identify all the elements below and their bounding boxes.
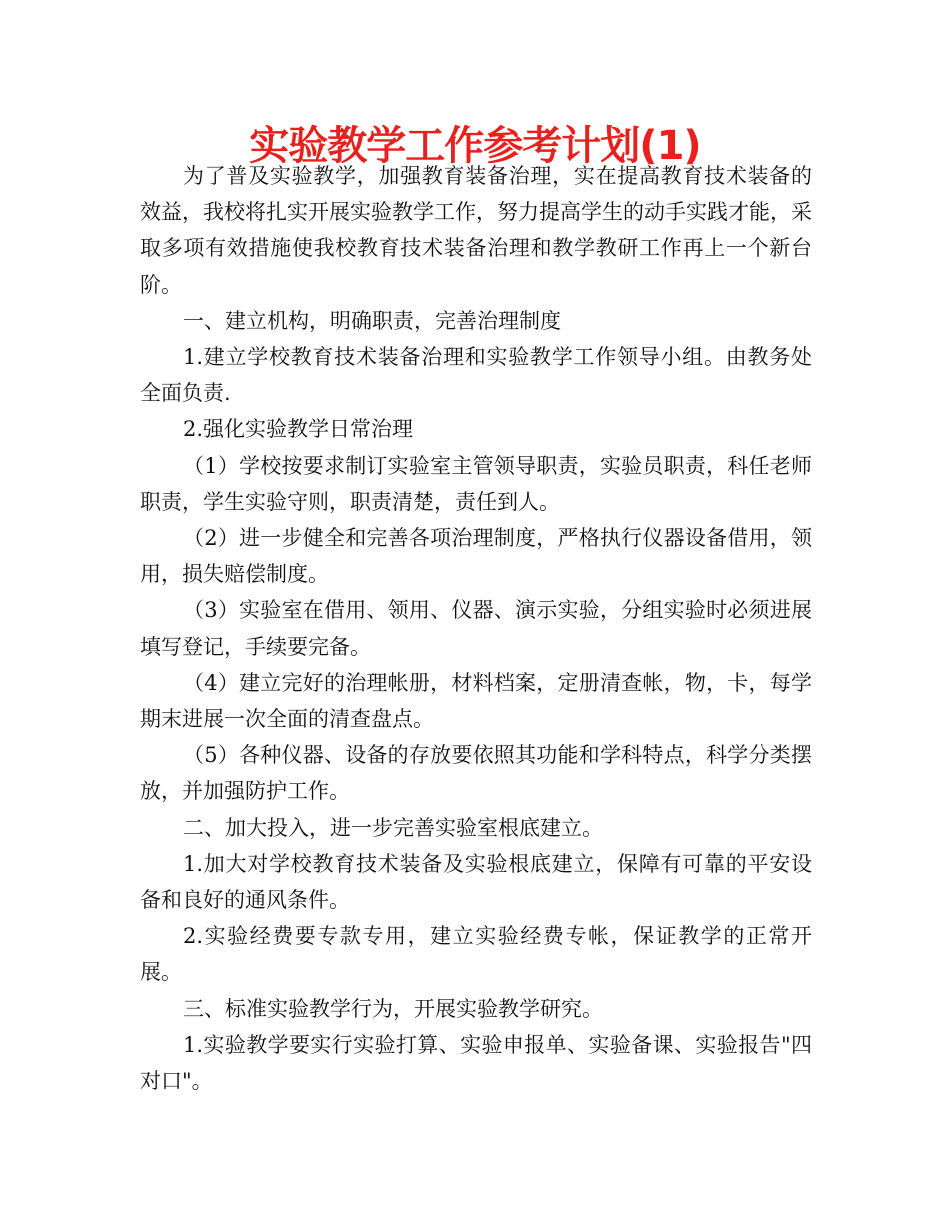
- list-item: 1.建立学校教育技术装备治理和实验教学工作领导小组。由教务处全面负责.: [140, 345, 812, 406]
- list-item: 2.强化实验教学日常治理: [183, 417, 414, 442]
- list-item: 1.实验教学要实行实验打算、实验申报单、实验备课、实验报告"四对口"。: [140, 1032, 812, 1094]
- document-body: [140, 158, 812, 1099]
- sub-list-item: （5）各种仪器、设备的存放要依照其功能和学科特点，科学分类摆放，并加强防护工作。: [140, 743, 812, 804]
- sub-list-item: （1）学校按要求制订实验室主管领导职责，实验员职责，科任老师职责，学生实验守则，职责清楚，责任到人。: [140, 453, 812, 514]
- section-heading-3: 三、标准实验教学行为，开展实验教学研究。: [183, 996, 603, 1021]
- list-item: 1.加大对学校教育技术装备及实验根底建立，保障有可靠的平安设备和良好的通风条件。: [140, 851, 812, 913]
- section-heading-2: 二、加大投入，进一步完善实验室根底建立。: [183, 815, 603, 840]
- intro-paragraph: 为了普及实验教学，加强教育装备治理，实在提高教育技术装备的效益，我校将扎实开展实验教学工作，努力提高学生的动手实践才能，采取多项有效措施使我校教育技术装备治理和教学教研工作再上一个新台阶。: [140, 164, 812, 297]
- section-heading-1: 一、建立机构，明确职责，完善治理制度: [183, 308, 561, 333]
- document-title: 实验教学工作参考计划(1): [249, 123, 701, 169]
- list-item: 2.实验经费要专款专用，建立实验经费专帐，保证教学的正常开展。: [140, 924, 812, 985]
- sub-list-item: （3）实验室在借用、领用、仪器、演示实验，分组实验时必须进展填写登记，手续要完备。: [140, 598, 812, 659]
- sub-list-item: （4）建立完好的治理帐册，材料档案，定册清查帐，物，卡，每学期末进展一次全面的清查盘点。: [140, 670, 812, 732]
- sub-list-item: （2）进一步健全和完善各项治理制度，严格执行仪器设备借用，领用，损失赔偿制度。: [140, 526, 812, 587]
